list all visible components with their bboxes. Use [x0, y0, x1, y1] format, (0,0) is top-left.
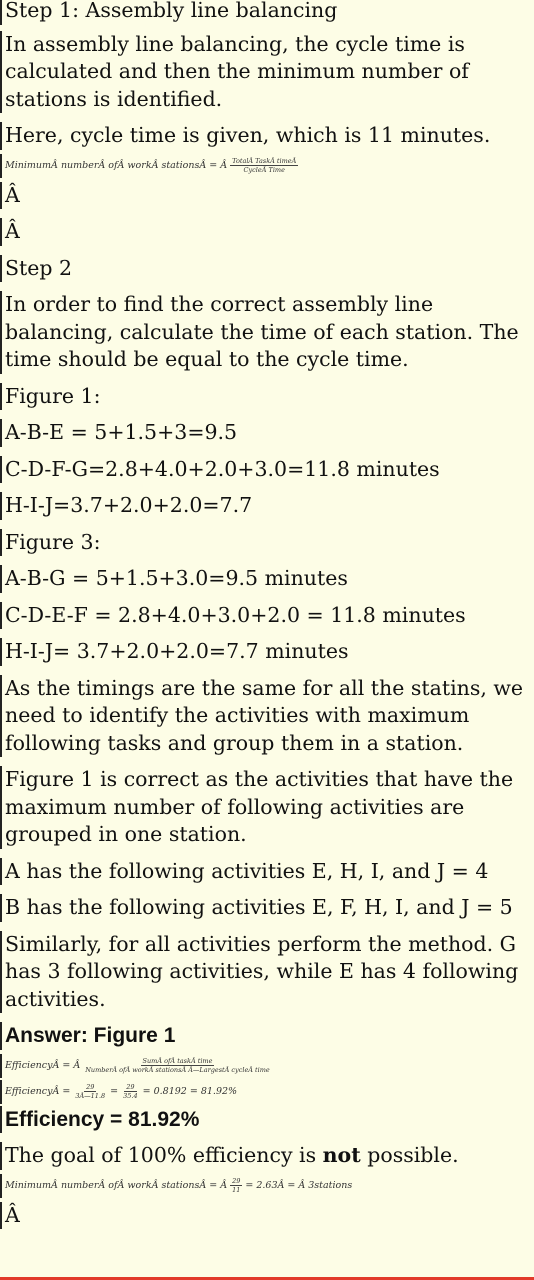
similarly-block: [0, 931, 534, 1014]
line-b-block: [0, 894, 534, 922]
encoding-artifact: Â: [5, 182, 20, 207]
step1-para1-block: [0, 31, 534, 114]
goal-pre: The goal of 100% efficiency is: [5, 1143, 323, 1167]
eff-fraction: [83, 1057, 272, 1074]
step2-heading: Step 2: [5, 255, 73, 280]
eff2-num1: 29: [86, 1083, 95, 1091]
goal-block: [0, 1142, 534, 1170]
min-stations-formula: [0, 154, 534, 178]
efficiency-label-block: [0, 1106, 534, 1134]
artifact-block-1: [0, 182, 534, 210]
answer-label: Answer: Figure 1: [5, 1024, 176, 1047]
formula-fraction: [230, 157, 298, 174]
formula-numerator: TotalÂ TaskÂ timeÂ: [232, 157, 297, 165]
artifact-block-2: [0, 218, 534, 246]
fig3-line-block: [0, 565, 534, 593]
min-denominator: 11: [232, 1186, 241, 1194]
line-a: A has the following activities E, H, I, and J = 4: [5, 858, 489, 883]
eff-lhs: EfficiencyÂ = Â: [5, 1060, 81, 1071]
step1-heading: Step 1: Assembly line balancing: [5, 0, 338, 22]
min-fraction: [230, 1177, 242, 1194]
figure3-label: Figure 3:: [5, 529, 101, 554]
step1-para1: In assembly line balancing, the cycle time is calculated and then the minimum number of stations is identified.: [5, 31, 469, 111]
efficiency-label: Efficiency = 81.92%: [5, 1107, 200, 1131]
eff-numerator: SumÂ ofÂ taskÂ time: [142, 1057, 213, 1065]
fig3-line: A-B-G = 5+1.5+3.0=9.5 minutes: [5, 566, 348, 590]
figure1-label: Figure 1:: [5, 383, 101, 408]
encoding-artifact: Â: [5, 219, 20, 243]
eff2-lhs: EfficiencyÂ =: [5, 1086, 71, 1097]
fig1-line-block: [0, 492, 534, 520]
encoding-artifact: Â: [5, 1202, 20, 1227]
line-a-block: [0, 858, 534, 886]
fig3-line: C-D-E-F = 2.8+4.0+3.0+2.0 = 11.8 minutes: [5, 602, 466, 627]
eff2-den2: 35.4: [123, 1092, 138, 1100]
fig1-line-block: [0, 456, 534, 484]
fig1-line: C-D-F-G=2.8+4.0+2.0+3.0=11.8 minutes: [5, 456, 440, 481]
artifact-block-3: [0, 1202, 534, 1230]
eff2-den1: 3Â—11.8: [75, 1092, 106, 1100]
step2-heading-block: [0, 255, 534, 283]
fig1-correct-block: [0, 766, 534, 849]
min-stations-result: [0, 1174, 534, 1198]
fig3-line-block: [0, 602, 534, 630]
step2-para: In order to find the correct assembly line balancing, calculate the time of each station. The time should be equal to the cycle time.: [5, 292, 519, 371]
goal-post: possible.: [360, 1143, 459, 1167]
timings-para: As the timings are the same for all the statins, we need to identify the activities with maximum following tasks and group them in a station.: [5, 675, 524, 755]
fig1-line: H-I-J=3.7+2.0+2.0=7.7: [5, 493, 253, 517]
step2-para-block: [0, 291, 534, 374]
fig3-line: H-I-J= 3.7+2.0+2.0=7.7 minutes: [5, 639, 349, 663]
figure3-label-block: [0, 529, 534, 557]
fig1-line: A-B-E = 5+1.5+3=9.5: [5, 420, 238, 444]
similarly-para: Similarly, for all activities perform the method. G has 3 following activities, while E has 4 following activities.: [5, 931, 519, 1011]
step1-heading-block: [0, 0, 534, 25]
goal-bold: not: [322, 1143, 361, 1167]
line-b: B has the following activities E, F, H, I, and J = 5: [5, 895, 513, 919]
step1-para2-block: [0, 122, 534, 150]
fig3-line-block: [0, 638, 534, 666]
eff2-mid: =: [110, 1086, 119, 1097]
eff-denominator: NumberÂ ofÂ workÂ stationsÂ Â—LargestÂ cycleÂ time: [85, 1066, 270, 1074]
efficiency-calc: [0, 1080, 534, 1104]
eff2-rhs: = 0.8192 = 81.92%: [142, 1086, 238, 1097]
min-lhs: MinimumÂ numberÂ ofÂ workÂ stationsÂ = Â: [5, 1180, 228, 1191]
efficiency-formula: [0, 1054, 534, 1078]
formula-denominator: CycleÂ Time: [243, 166, 285, 174]
eff2-num2: 29: [126, 1083, 135, 1091]
step1-para2: Here, cycle time is given, which is 11 minutes.: [5, 123, 491, 147]
eff2-fraction-2: [121, 1083, 139, 1100]
eff2-fraction-1: [73, 1083, 107, 1100]
answer-label-block: [0, 1022, 534, 1050]
goal-para: [5, 1142, 534, 1170]
min-rhs: = 2.63Â = Â 3stations: [245, 1180, 353, 1191]
fig1-correct-para: Figure 1 is correct as the activities that have the maximum number of following activities are grouped in one station.: [5, 767, 514, 846]
min-numerator: 29: [232, 1177, 241, 1185]
fig1-line-block: [0, 419, 534, 447]
formula-lhs: MinimumÂ numberÂ ofÂ workÂ stationsÂ = Â: [5, 160, 228, 171]
figure1-label-block: [0, 383, 534, 411]
timings-para-block: [0, 675, 534, 758]
